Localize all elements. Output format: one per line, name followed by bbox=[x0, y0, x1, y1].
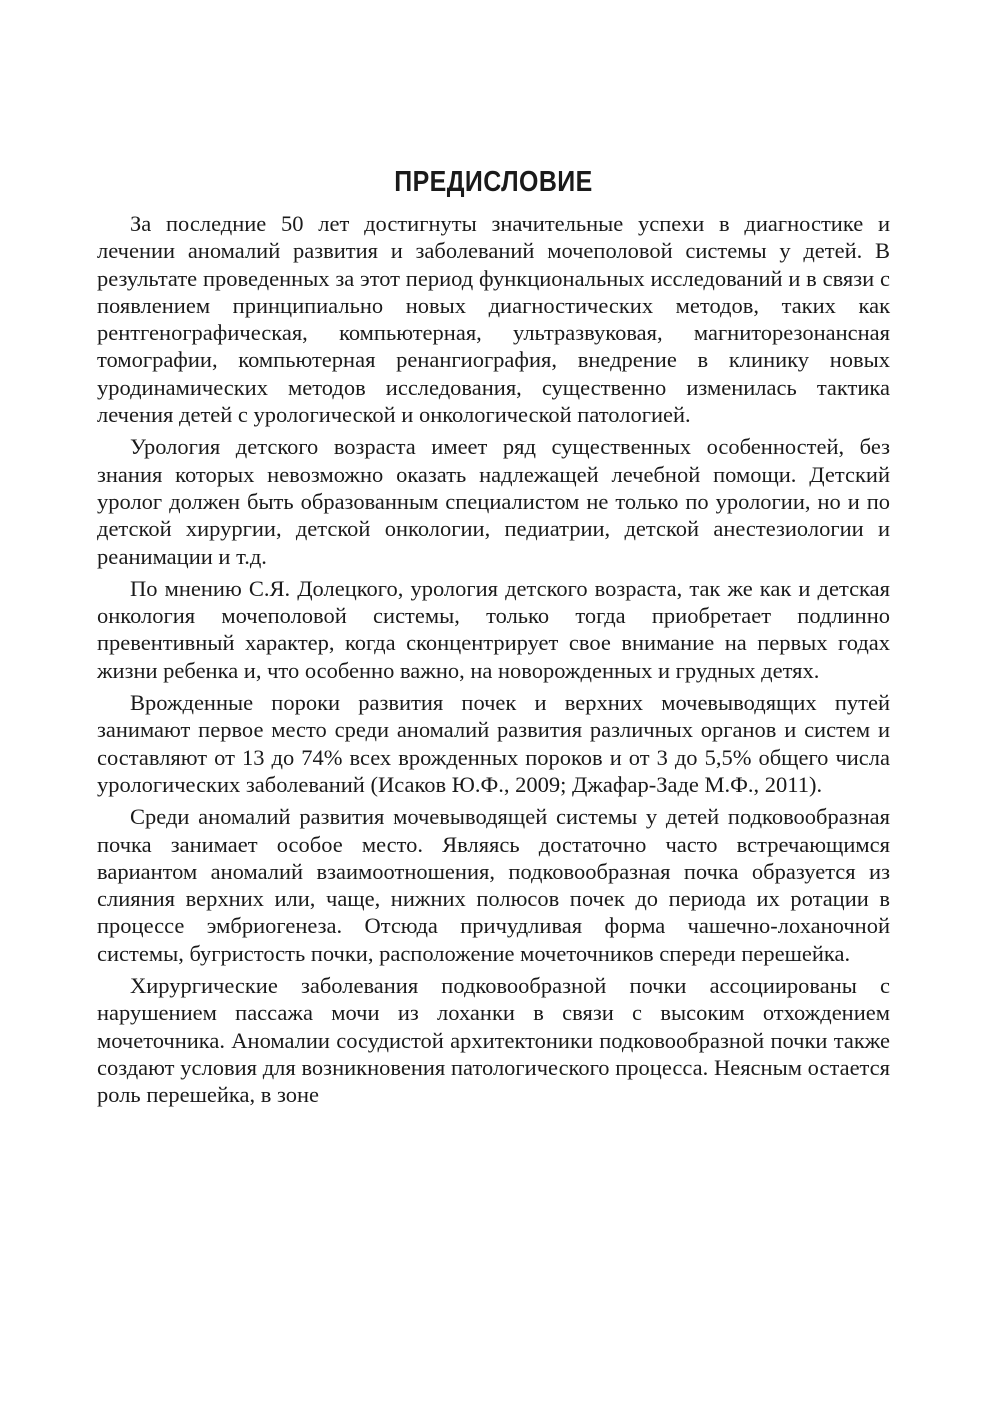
paragraph-3: По мнению С.Я. Долецкого, урология детского возраста, так же как и детская онкология мочеполовой системы, только тогда приобретает подлинно превентивный характер, когда сконцентрирует свое внимание на первых годах жизни ребенка и, что особенно важно, на новорожденных и грудных детях. bbox=[97, 575, 890, 683]
paragraph-2: Урология детского возраста имеет ряд существенных особенностей, без знания которых невозможно оказать надлежащей лечебной помощи. Детский уролог должен быть образованным специалистом не только по урологии, но и по детской хирургии, детской онкологии, педиатрии, детской анестезиологии и реанимации и т.д. bbox=[97, 434, 890, 569]
document-page bbox=[97, 162, 890, 1109]
paragraph-4: Врожденные пороки развития почек и верхних мочевыводящих путей занимают первое место среди аномалий развития различных органов и систем и составляют от 13 до 74% всех врожденных пороков и от 3 до 5,5% общего числа урологических заболеваний (Исаков Ю.Ф., 2009; Джафар-Заде М.Ф., 2011). bbox=[97, 690, 890, 797]
paragraph-5: Среди аномалий развития мочевыводящей системы у детей подковообразная почка занимает особое место. Являясь достаточно часто встречающимся вариантом аномалий взаимоотношения, подковообразная почка образуется из слияния верхних или, чаще, нижних полюсов почек до периода их ротации в процессе эмбриогенеза. Отсюда причудливая форма чашечно-лоханочной системы, бугристость почки, расположение мочеточников спереди перешейка. bbox=[97, 804, 890, 966]
paragraph-6: Хирургические заболевания подковообразной почки ассоциированы с нарушением пассажа мочи из лоханки в связи с высоким отхождением мочеточника. Аномалии сосудистой архитектоники подковообразной почки также создают условия для возникновения патологического процесса. Неясным остается роль перешейка, в зоне bbox=[97, 973, 890, 1108]
page-title: ПРЕДИСЛОВИЕ bbox=[394, 166, 593, 198]
paragraph-1: За последние 50 лет достигнуты значительные успехи в диагностике и лечении аномалий развития и заболеваний мочеполовой системы у детей. В результате проведенных за этот период функциональных исследований и в связи с появлением принципиально новых диагностических методов, таких как рентгенографическая, компьютерная, ультразвуковая, магниторезонансная томографии, компьютерная ренангиография, внедрение в клинику новых уродинамических методов исследования, существенно изменилась тактика лечения детей с урологической и онкологической патологией. bbox=[97, 211, 890, 428]
